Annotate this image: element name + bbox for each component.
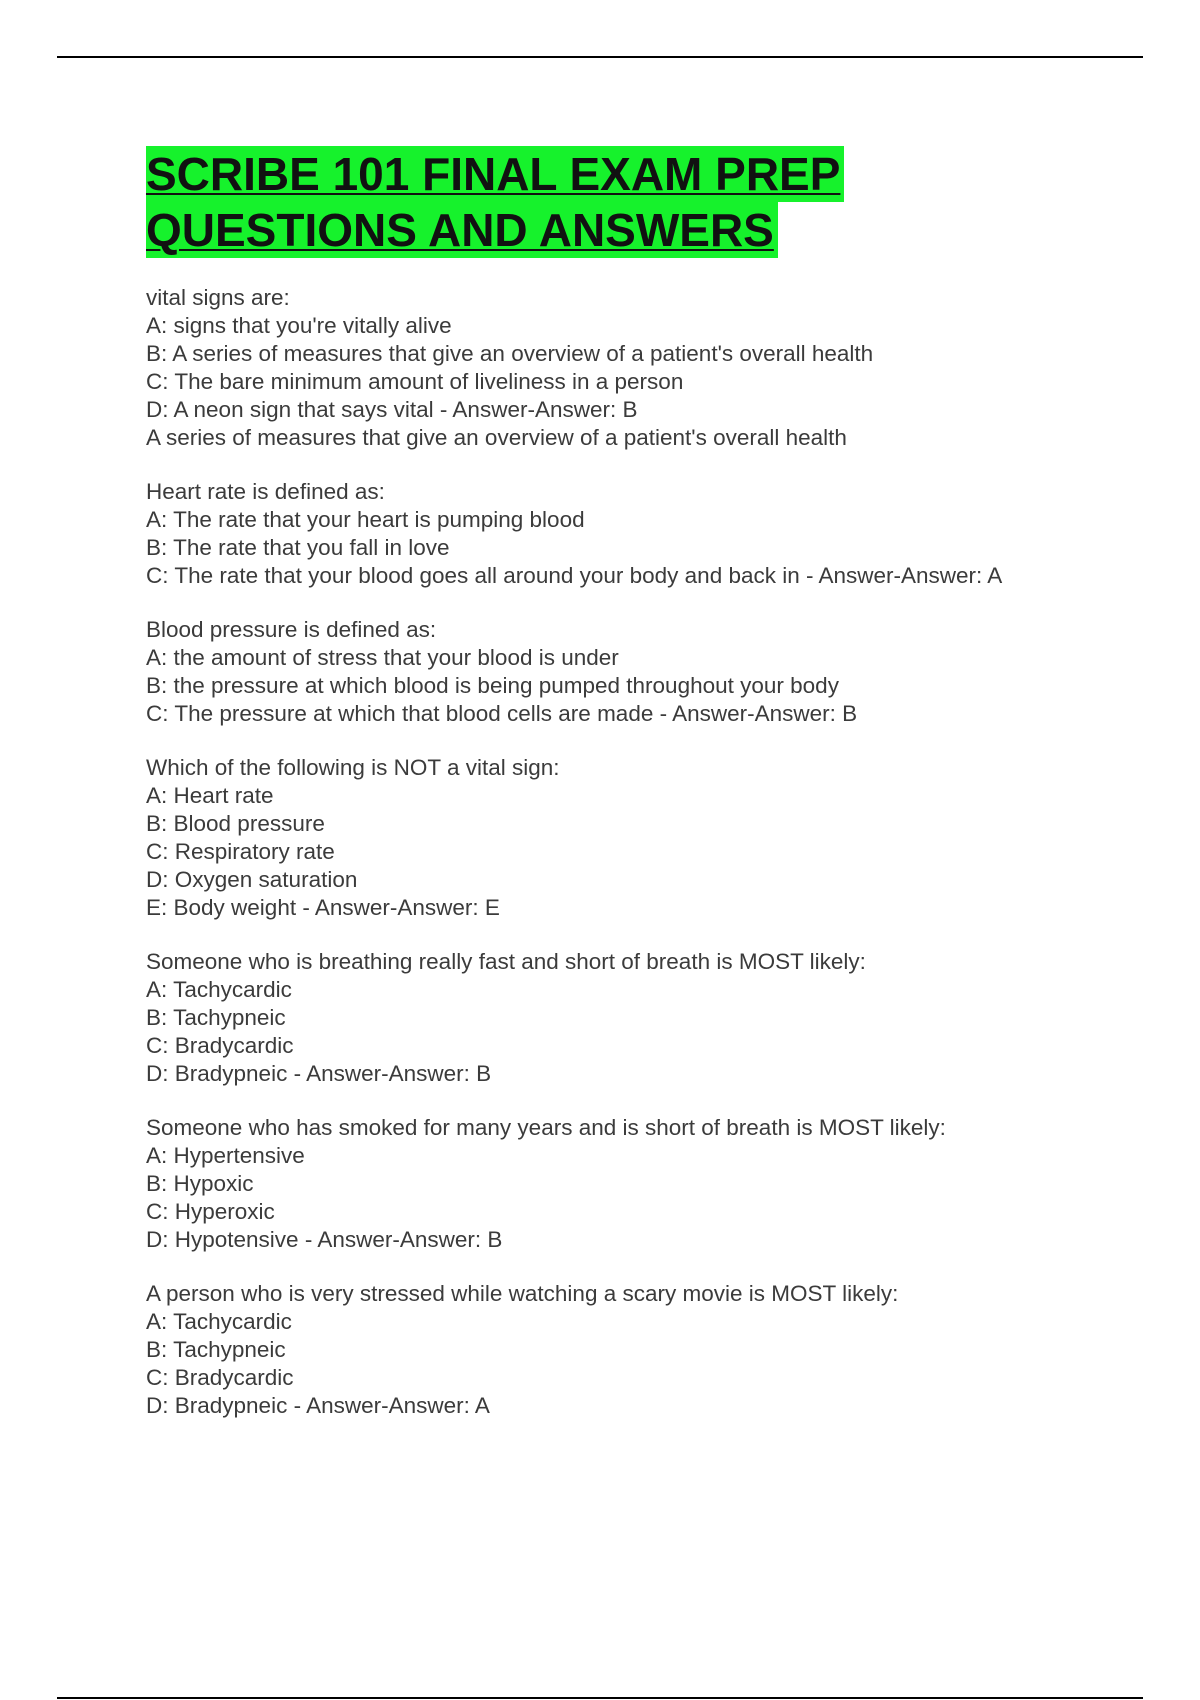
answer-line: A: the amount of stress that your blood is under bbox=[146, 645, 619, 670]
answer-line: A: Tachycardic bbox=[146, 977, 292, 1002]
answer-line: D: Bradypneic - Answer-Answer: A bbox=[146, 1393, 490, 1418]
answer-line: C: The bare minimum amount of liveliness in a person bbox=[146, 369, 684, 394]
answer-line: C: Respiratory rate bbox=[146, 839, 335, 864]
answer-line: B: Blood pressure bbox=[146, 811, 325, 836]
answer-line: E: Body weight - Answer-Answer: E bbox=[146, 895, 500, 920]
answer-line: C: Bradycardic bbox=[146, 1033, 294, 1058]
question-block bbox=[146, 1114, 1106, 1254]
answer-line: B: Tachypneic bbox=[146, 1005, 286, 1030]
question-block bbox=[146, 754, 1106, 922]
answer-line: A: signs that you're vitally alive bbox=[146, 313, 452, 338]
question-text: Which of the following is NOT a vital sign: bbox=[146, 755, 560, 780]
question-text: Someone who is breathing really fast and short of breath is MOST likely: bbox=[146, 949, 866, 974]
answer-line: C: Hyperoxic bbox=[146, 1199, 275, 1224]
answer-line: C: The pressure at which that blood cells are made - Answer-Answer: B bbox=[146, 701, 858, 726]
document-content bbox=[146, 146, 1106, 1446]
answer-line: A series of measures that give an overview of a patient's overall health bbox=[146, 425, 847, 450]
question-block bbox=[146, 478, 1106, 590]
question-text: A person who is very stressed while watching a scary movie is MOST likely: bbox=[146, 1281, 899, 1306]
question-list bbox=[146, 284, 1106, 1420]
title-line: QUESTIONS AND ANSWERS bbox=[146, 202, 778, 258]
question-text: vital signs are: bbox=[146, 285, 290, 310]
document-title bbox=[146, 146, 1106, 258]
answer-line: A: Hypertensive bbox=[146, 1143, 305, 1168]
answer-line: D: Bradypneic - Answer-Answer: B bbox=[146, 1061, 492, 1086]
question-block bbox=[146, 616, 1106, 728]
answer-line: A: Heart rate bbox=[146, 783, 274, 808]
footer-rule bbox=[57, 1697, 1143, 1699]
question-block bbox=[146, 1280, 1106, 1420]
answer-line: A: Tachycardic bbox=[146, 1309, 292, 1334]
question-block bbox=[146, 948, 1106, 1088]
question-block bbox=[146, 284, 1106, 452]
answer-line: B: A series of measures that give an overview of a patient's overall health bbox=[146, 341, 874, 366]
answer-line: B: Tachypneic bbox=[146, 1337, 286, 1362]
answer-line: C: The rate that your blood goes all around your body and back in - Answer-Answer: A bbox=[146, 563, 1003, 588]
title-line: SCRIBE 101 FINAL EXAM PREP bbox=[146, 146, 844, 202]
question-text: Blood pressure is defined as: bbox=[146, 617, 437, 642]
answer-line: D: Hypotensive - Answer-Answer: B bbox=[146, 1227, 503, 1252]
answer-line: B: the pressure at which blood is being pumped throughout your body bbox=[146, 673, 839, 698]
question-text: Heart rate is defined as: bbox=[146, 479, 385, 504]
answer-line: B: Hypoxic bbox=[146, 1171, 254, 1196]
answer-line: C: Bradycardic bbox=[146, 1365, 294, 1390]
question-text: Someone who has smoked for many years and is short of breath is MOST likely: bbox=[146, 1115, 946, 1140]
answer-line: D: A neon sign that says vital - Answer-Answer: B bbox=[146, 397, 638, 422]
answer-line: A: The rate that your heart is pumping blood bbox=[146, 507, 585, 532]
header-rule bbox=[57, 56, 1143, 58]
answer-line: D: Oxygen saturation bbox=[146, 867, 358, 892]
answer-line: B: The rate that you fall in love bbox=[146, 535, 450, 560]
